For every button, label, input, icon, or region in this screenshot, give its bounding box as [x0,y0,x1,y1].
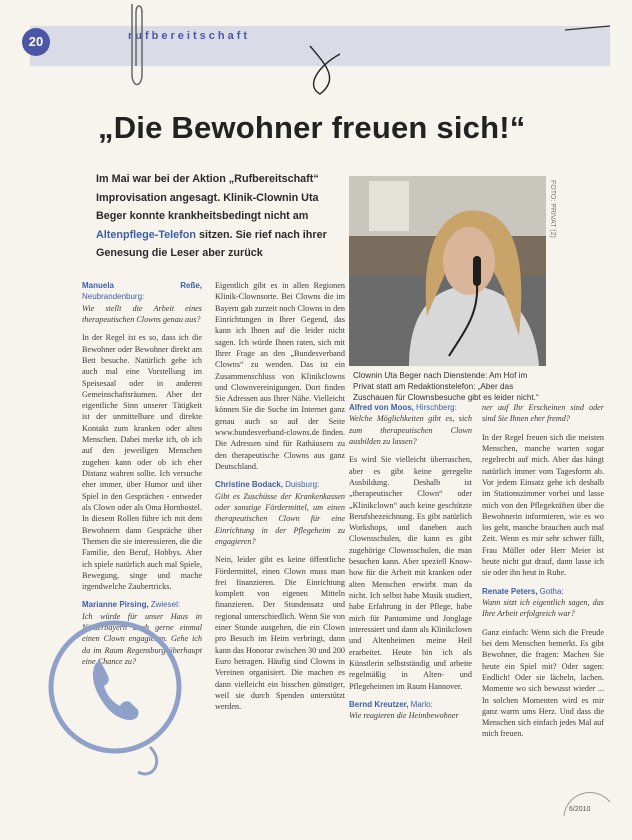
reader-location: Neubrandenburg: [82,292,145,302]
reader-location: Gotha: [539,586,564,596]
column-2 [215,280,345,720]
answer-text: In der Regel freuen sich die meisten Menschen, manche warten sogar regelrecht auf mich. Aber das hängt natürlich immer vom Tagesform ab. Vor jedem Einsatz gehe ich deshalb im Stationszimmer vorbei und lasse mich von den Pflegekräften über die Bewohnerin informieren, wie es wo los geht, manche brauchen auch mal Zeit. Wenn es mir sehr schwer fällt, Frau Müller oder Herr Meier ist heute nicht gut drauf, dann lasse ich sie oder ihn heut in Ruhe. [482,432,604,578]
answer-text: Es wird Sie vielleicht überraschen, aber es gibt keine geregelte Ausbildung. Deshalb ist „therapeutischer Clown“ oder „Klinikclown“ auch keine geschützte Berufsbezeichnung. Es gibt natürlich Workshops, und daneben auch Clownsschulen, die kann es gibt zugehörige Clownsschulen, die man besuchen kann. Aber speziell Know-how für die Arbeit mit kranken oder alten Menschen erwirbt man da nicht. Ich selbst habe Musik studiert, habe Erfahrung in der Pflege, habe mich für Pantomime und Jonglage interessiert und dann als Klinikclown und Altenheimen meine Heil erarbeitet. Heute bin ich als Künstlerin selbstständig und arbeite regelmäßig in Alten- und Pflegeheimen im Raum Hannover. [349,455,472,691]
question-text: Gibt es Zuschüsse der Krankenkassen oder sonstige Fördermittel, um einen therapeutischen Clown für eine Einrichtung in der Pflegeheim zu engagieren? [215,491,345,546]
reader-location: Hirschberg: [415,403,457,412]
reader-name: Manuela Reße, [82,281,202,290]
lead-text [96,170,346,263]
question-text: Wie reagieren die Heimbewohner [349,711,459,721]
answer-text: Ganz einfach: Wenn sich die Freude bei dem Menschen bemerkt. Es gibt Bewohner, die fragen: Machen Sie heute ein Spiel mit? Oder sagen: Endlich! Oder sie lächeln, lachen. Momente wo sich bewusst wieder ... In solchen Momenten wird es mir ganz warm ums Herz. Und dass die Menschen sich einfach jedes Mal auf mich freuen. [482,627,604,739]
reader-name: Bernd Kreutzer, [349,699,409,709]
page-number: 20 [22,28,50,56]
reader-location: Marlo: [410,699,433,709]
handwritten-line [170,24,620,99]
answer-text: Eigentlich gibt es in allen Regionen Klinik-Clownsorte. Bei Clowns die im Bayern gab zurzeit noch Clowns in den Einrichtungen in Ihrer Gegend, das kann ich Ihnen auf die leider nicht sagen. Ich würde Ihnen raten, sich mit Ihrer Frage an den „Bundesverband Clowns“ zu wenden. Das ist ein Zusammenschluss von Klinikclowns und Clownvereinigungen. Dort finden Sie Adressen aus Ihrer Nähe. Vielleicht können Sie die Suche im Internet ganz genau auch so auf der Seite www.bundesverband-clowns.de finden. Die Adressen sind für Rathäusern zu den therapeutische Clowns aus ganz Deutschland. [215,281,345,471]
photo-credit: FOTO: PRIVAT (2) [549,180,556,238]
reader-location: Duisburg: [285,480,320,490]
photo-caption: Clownin Uta Beger nach Dienstende: Am Hof im Privat statt am Redaktionstelefon: „Aber das Zuschauen für Clownsbesuche gibt es leider nicht.“ [353,371,539,403]
reader-name: Christine Bodack, [215,480,284,490]
column-4 [482,402,604,747]
question-text: Wie stellt die Arbeit eines therapeutischen Clowns genau aus? [82,303,202,324]
lead-part1: Im Mai war bei der Aktion „Rufbereitschaft“ Improvisation angesagt. Klinik-Clownin Uta Beger konnte krankheitsbedingt nicht am [96,173,319,223]
telephone-icon [40,612,190,782]
question-continued: ner auf Ihr Erscheinen sind oder sind Sie Ihnen eher fremd? [482,403,604,424]
question-text: Welche Möglichkeiten gibt es, sich zum therapeutischen Clown ausbilden zu lassen? [349,414,472,446]
photo-clown-on-phone [349,176,546,366]
headline: „Die Bewohner freuen sich!“ [98,110,526,145]
reader-name: Renate Peters, [482,586,538,596]
answer-text: In der Regel ist es so, dass ich die Bewohner oder Bewohner direkt am Bett besuche. Natürlich gehe ich auch mal eine Vorstellung im Speisesaal oder in anderen Gemeinschaftsräumen. Aber der eigentliche Sinn unserer Tätigkeit ist der unmittelbare und direkte Kontakt zum kranken oder alten Menschen. Dabei merke ich, ob ich auf den jeweiligen Menschen zugehen kann oder ob ich eher Distanz wahren sollte. Ich versuche eher immer, über Humor und über Spiel in den Gesprächen - entweder als Clown oder als Oma Hornbostel. In diesem Rollen führe ich mit dem Bewohnern dann Gespräche über Themen die sie interessieren, die die Familie, den Beruf, Hobbys. Aber ich spiele natürlich auch mal Spiele, Bewegung, singe und mache irgendwelche Zaubertricks. [82,333,202,592]
seal-icon [556,772,618,828]
reader-name: Alfred von Moos, [349,403,414,412]
question-text: Wann sitzt ich eigentlich sagen, das Ihre Arbeit erfolgreich war? [482,598,604,619]
answer-text: Nein, leider gibt es keine öffentliche Fördermittel, einen Clown muss man frei finanzieren. Die Einrichtung komplett von eigenen Mitteln finanzieren. Der Stundensatz und regional unterschiedlich. Wenn Sie von einer Stunde ausgehen, die ein Clown pro Besuch im Heim verbringt, dann kann das Honorar zwischen 30 und 200 Euro betragen. Häufig sind Clowns in Vereinen organisiert. Die machen es dann vielleicht ein bisschen günstiger, weil sie durch Spenden unterstützt werden. [215,555,345,712]
reader-location: Zwiesel: [150,600,181,610]
issue-badge: 6/2010 [569,806,591,813]
lead-part2: sitzen. Sie rief nach ihrer Genesung die Leser aber zurück [96,228,327,260]
column-3 [349,402,472,728]
reader-name: Marianne Pirsing, [82,600,149,610]
section-title: rufbereitschaft [128,30,251,42]
question-text: Ich würde für unser Haus in Niederbayern auch gerne einmal einen Clown engagieren. Gehe ich da im Raum Regensburg überhaupt eine Chance zu? [82,611,202,666]
lead-highlight: Altenpflege-Telefon [96,228,196,241]
photo [349,176,546,366]
paperclip-icon [124,2,146,94]
